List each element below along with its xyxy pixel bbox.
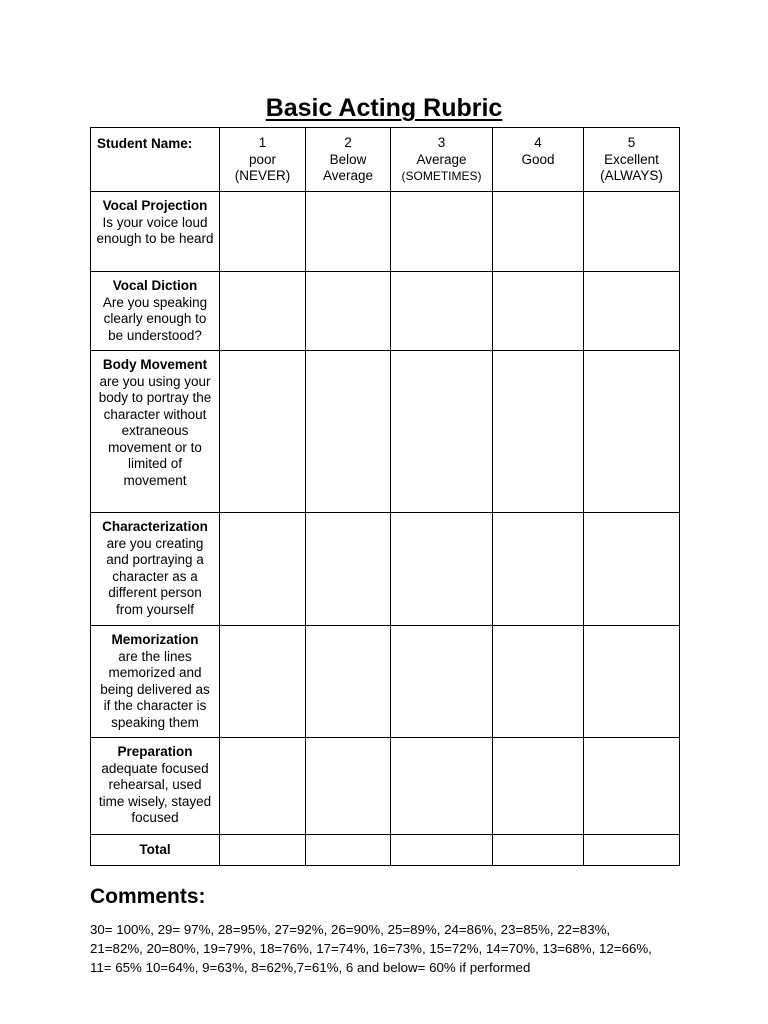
- criterion-cell: [91, 626, 220, 738]
- total-cell[interactable]: [493, 835, 584, 866]
- criterion-cell: [91, 738, 220, 835]
- total-cell[interactable]: [584, 835, 680, 866]
- score-cell[interactable]: [584, 192, 680, 272]
- student-name-label: Student Name:: [91, 128, 220, 192]
- level-number: 5: [627, 135, 636, 150]
- level-3-header: [391, 128, 493, 192]
- level-number: 4: [534, 135, 542, 150]
- criterion-description: are you using your body to portray the character without extraneous movement or to limited of movement: [98, 373, 212, 488]
- score-cell[interactable]: [391, 192, 493, 272]
- criterion-description: are you creating and portraying a character as a different person from yourself: [106, 535, 204, 617]
- score-cell[interactable]: [306, 351, 391, 513]
- score-cell[interactable]: [306, 626, 391, 738]
- score-cell[interactable]: [493, 192, 584, 272]
- level-number: 3: [437, 135, 446, 150]
- level-5-header: [584, 128, 680, 192]
- score-cell[interactable]: [584, 513, 680, 626]
- grading-scale: 30= 100%, 29= 97%, 28=95%, 27=92%, 26=90%, 25=89%, 24=86%, 23=85%, 22=83%, 21=82%, 20=80%, 19=79%, 18=76%, 17=74%, 16=73%, 15=72%, 14=70%, 13=68%, 12=66%, 11= 65% 10=64%, 9=63%, 8=62%,7=61%, 6 and below= 60% if performed: [90, 922, 652, 975]
- score-cell[interactable]: [391, 626, 493, 738]
- criterion-row-characterization: [91, 513, 680, 626]
- header-row: [91, 128, 680, 192]
- score-cell[interactable]: [391, 513, 493, 626]
- level-sub: (NEVER): [234, 168, 291, 183]
- criterion-row-vocal-projection: [91, 192, 680, 272]
- score-cell[interactable]: [306, 513, 391, 626]
- criterion-title: Memorization: [111, 632, 199, 647]
- level-4-header: [493, 128, 584, 192]
- score-cell[interactable]: [391, 351, 493, 513]
- criterion-row-memorization: [91, 626, 680, 738]
- level-1-header: [220, 128, 306, 192]
- criterion-title: Characterization: [102, 519, 208, 534]
- score-cell[interactable]: [220, 351, 306, 513]
- score-cell[interactable]: [220, 626, 306, 738]
- criterion-description: adequate focused rehearsal, used time wisely, stayed focused: [98, 760, 212, 825]
- total-label: Total: [91, 835, 220, 866]
- page-title: Basic Acting Rubric: [265, 94, 503, 122]
- level-label: Good: [521, 151, 555, 167]
- criterion-description: Are you speaking clearly enough to be understood?: [102, 294, 208, 343]
- criterion-description: Is your voice loud enough to be heard: [96, 214, 214, 246]
- level-number: 1: [258, 135, 267, 150]
- rubric-table: [90, 127, 680, 866]
- total-row: [91, 835, 680, 866]
- total-cell[interactable]: [220, 835, 306, 866]
- score-cell[interactable]: [306, 272, 391, 351]
- score-cell[interactable]: [220, 738, 306, 835]
- score-cell[interactable]: [391, 272, 493, 351]
- score-cell[interactable]: [493, 626, 584, 738]
- score-cell[interactable]: [584, 351, 680, 513]
- level-2-header: [306, 128, 391, 192]
- level-sub: (ALWAYS): [600, 168, 663, 183]
- criterion-cell: [91, 513, 220, 626]
- score-cell[interactable]: [584, 626, 680, 738]
- criterion-title: Preparation: [117, 744, 193, 759]
- level-sub: (SOMETIMES): [401, 169, 482, 183]
- criterion-cell: [91, 192, 220, 272]
- total-cell[interactable]: [306, 835, 391, 866]
- score-cell[interactable]: [493, 513, 584, 626]
- level-sub: Average: [322, 168, 374, 183]
- criterion-title: Body Movement: [102, 357, 208, 372]
- comments-heading: Comments:: [90, 885, 206, 908]
- level-number: 2: [344, 135, 352, 150]
- level-label: Average: [416, 151, 467, 167]
- criterion-cell: [91, 272, 220, 351]
- total-cell[interactable]: [391, 835, 493, 866]
- score-cell[interactable]: [391, 738, 493, 835]
- criterion-row-vocal-diction: [91, 272, 680, 351]
- score-cell[interactable]: [493, 272, 584, 351]
- criterion-title: Vocal Projection: [102, 198, 208, 213]
- level-label: Below: [329, 151, 367, 167]
- score-cell[interactable]: [493, 351, 584, 513]
- level-label: poor: [248, 151, 277, 167]
- score-cell[interactable]: [306, 192, 391, 272]
- criterion-title: Vocal Diction: [112, 278, 198, 293]
- criterion-description: are the lines memorized and being delivered as if the character is speaking them: [100, 648, 210, 730]
- criterion-row-preparation: [91, 738, 680, 835]
- criterion-row-body-movement: [91, 351, 680, 513]
- level-label: Excellent: [604, 151, 659, 167]
- score-cell[interactable]: [220, 513, 306, 626]
- score-cell[interactable]: [220, 192, 306, 272]
- score-cell[interactable]: [493, 738, 584, 835]
- score-cell[interactable]: [220, 272, 306, 351]
- criterion-cell: [91, 351, 220, 513]
- score-cell[interactable]: [306, 738, 391, 835]
- score-cell[interactable]: [584, 738, 680, 835]
- score-cell[interactable]: [584, 272, 680, 351]
